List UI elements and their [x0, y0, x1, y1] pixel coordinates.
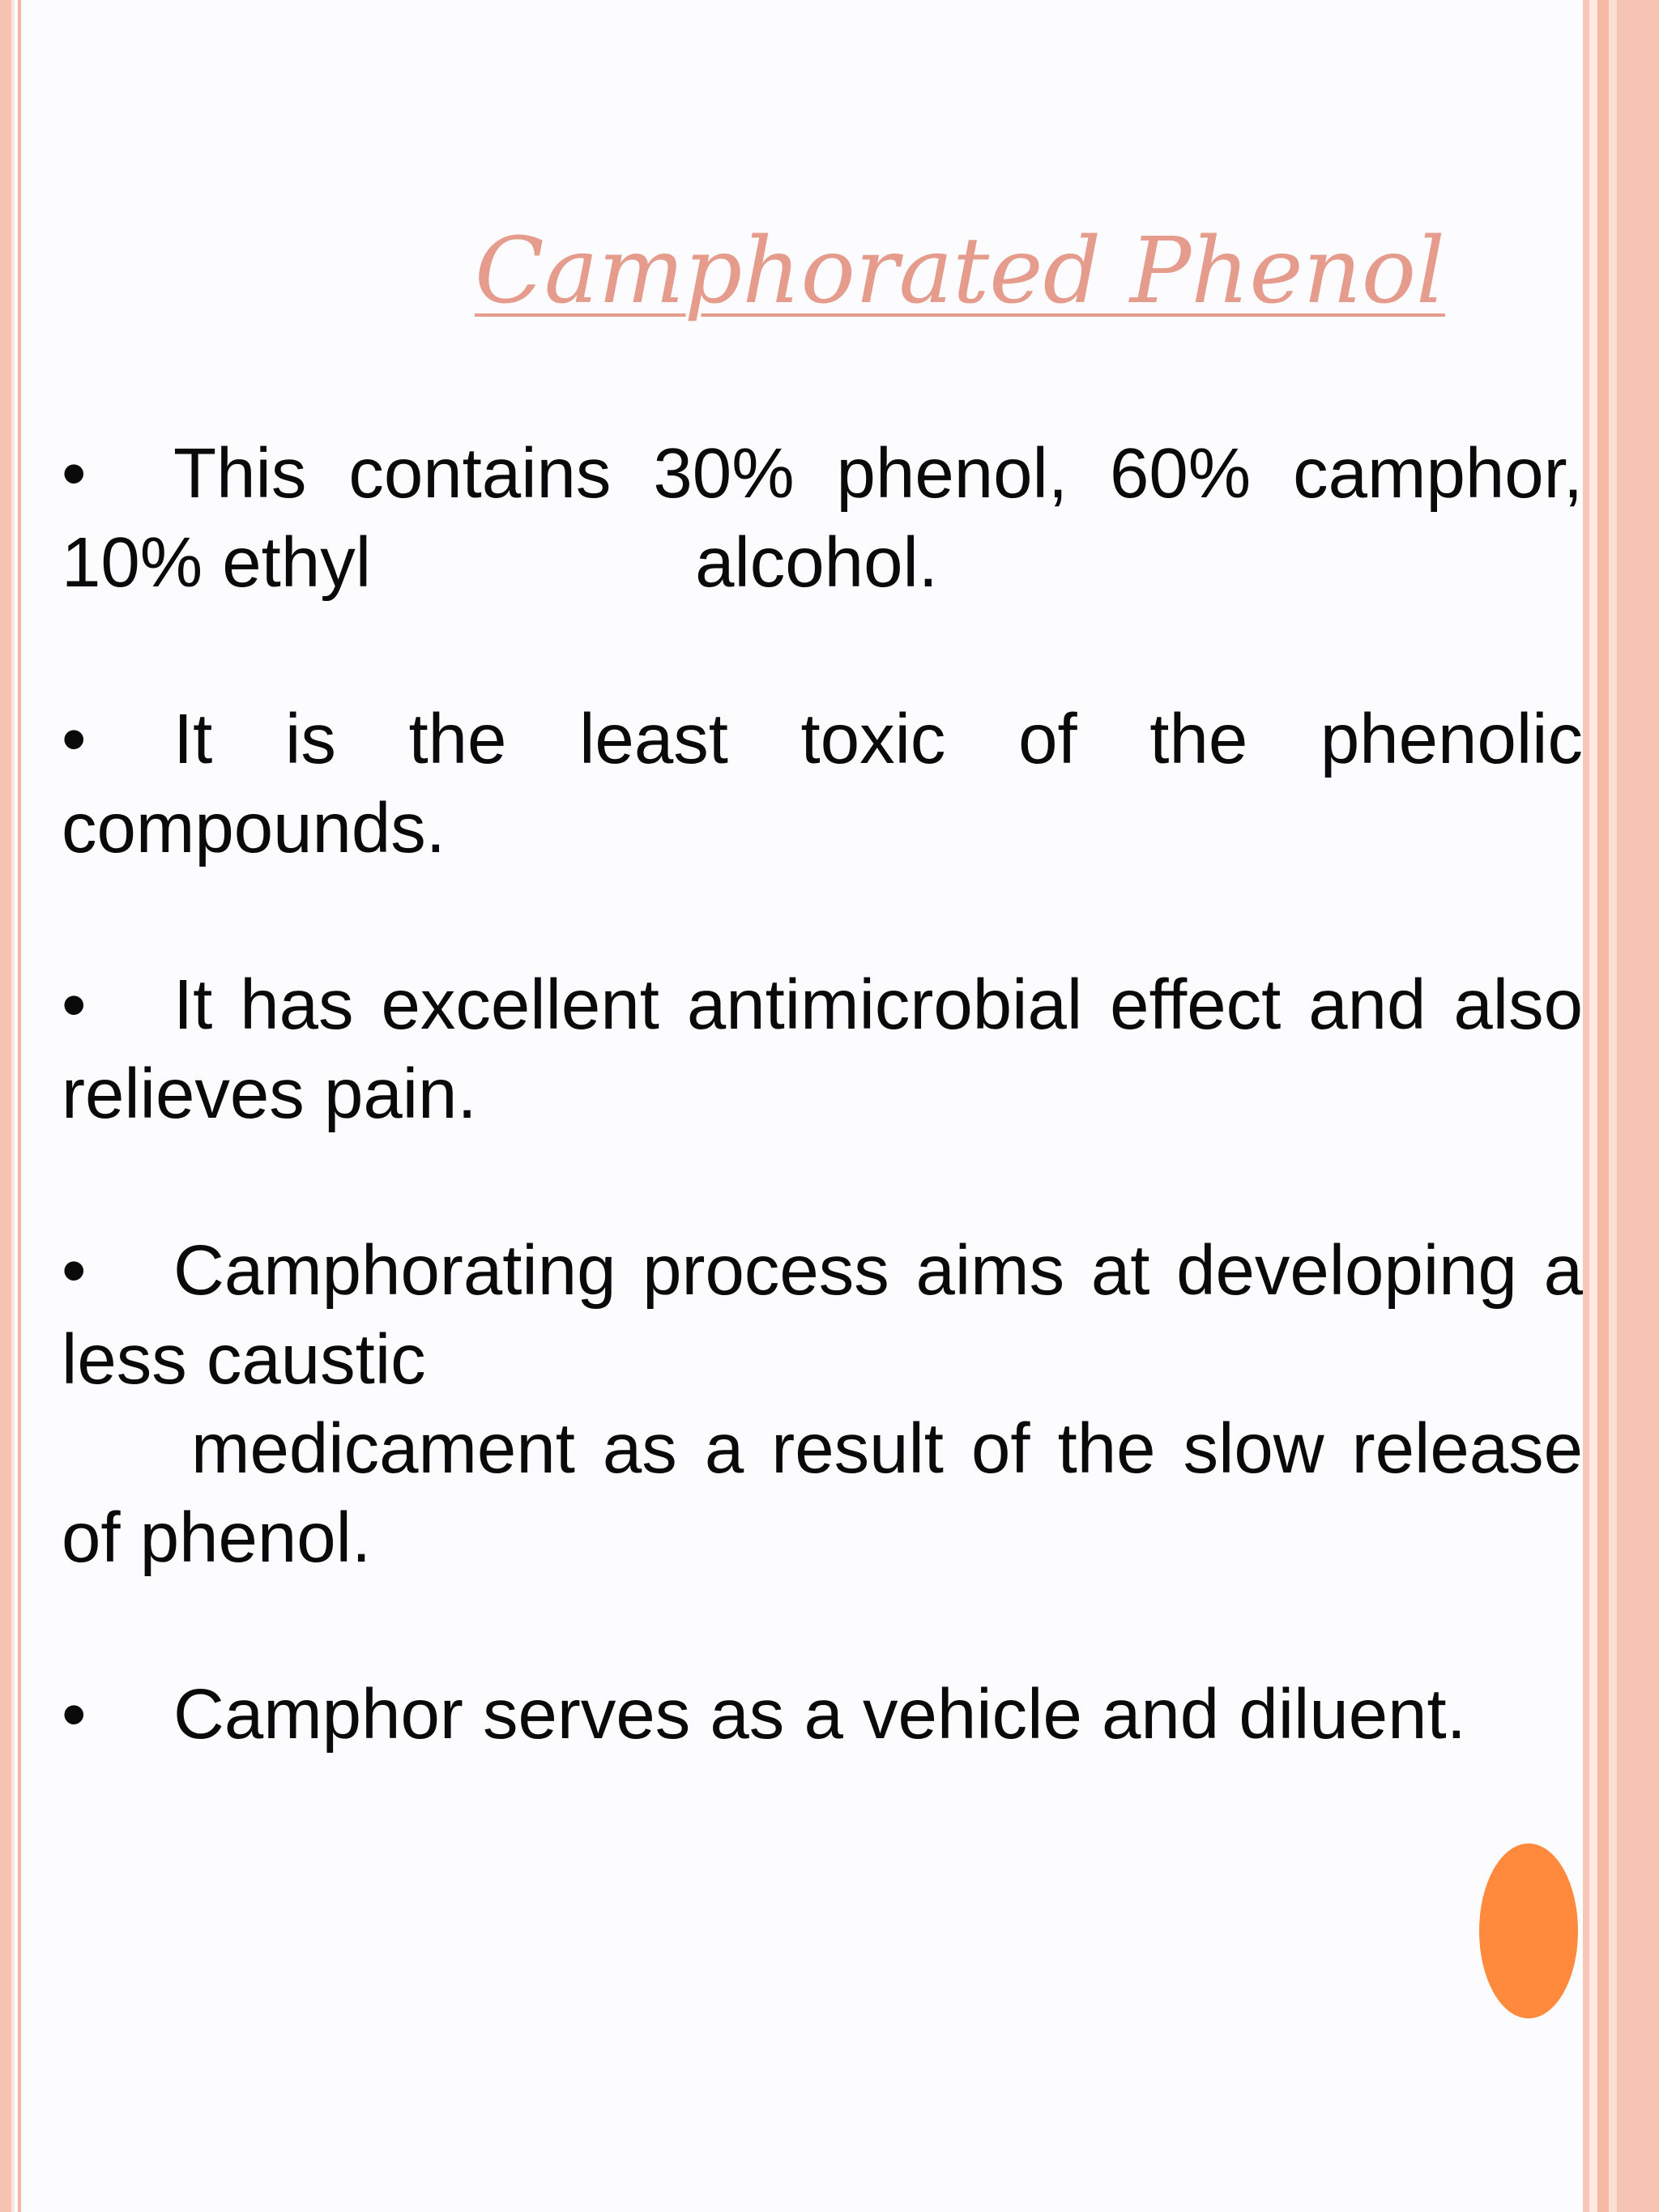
- bullet-text-continued: alcohol.: [695, 523, 938, 602]
- bullet-text: Camphorating process aims at developing a less caustic: [62, 1231, 1583, 1399]
- right-border-stripe: [1597, 0, 1609, 2212]
- left-border-line: [18, 0, 21, 2212]
- bullet-icon: •: [62, 965, 87, 1044]
- left-border: [0, 0, 11, 2212]
- right-border-stripe: [1583, 0, 1589, 2212]
- right-border-stripe: [1589, 0, 1597, 2212]
- right-border-band: [1617, 0, 1659, 2212]
- bullet-text-continued: medicament as a result of the slow release of phenol.: [62, 1409, 1583, 1577]
- bullet-text: Camphor serves as a vehicle and diluent.: [173, 1675, 1466, 1754]
- bullet-text: This contains 30% phenol, 60% camphor, 10% ethyl: [62, 434, 1583, 602]
- bullet-item: [62, 695, 1583, 873]
- bullet-text: It is the least toxic of the phenolic compounds.: [62, 700, 1583, 867]
- right-border-stripe: [1609, 0, 1617, 2212]
- bullet-text: It has excellent antimicrobial effect and also relieves pain.: [62, 965, 1583, 1133]
- bullet-icon: •: [62, 700, 87, 778]
- bullet-list: [62, 429, 1583, 1847]
- orange-oval-decoration: [1479, 1843, 1578, 2018]
- bullet-item: [62, 1226, 1583, 1583]
- bullet-icon: •: [62, 434, 87, 513]
- slide-title: Camphorated Phenol: [475, 219, 1445, 324]
- bullet-item: [62, 429, 1583, 607]
- bullet-item: [62, 961, 1583, 1139]
- left-border-highlight: [11, 0, 15, 2212]
- bullet-icon: •: [62, 1675, 87, 1754]
- bullet-icon: •: [62, 1231, 87, 1310]
- bullet-item: [62, 1670, 1583, 1759]
